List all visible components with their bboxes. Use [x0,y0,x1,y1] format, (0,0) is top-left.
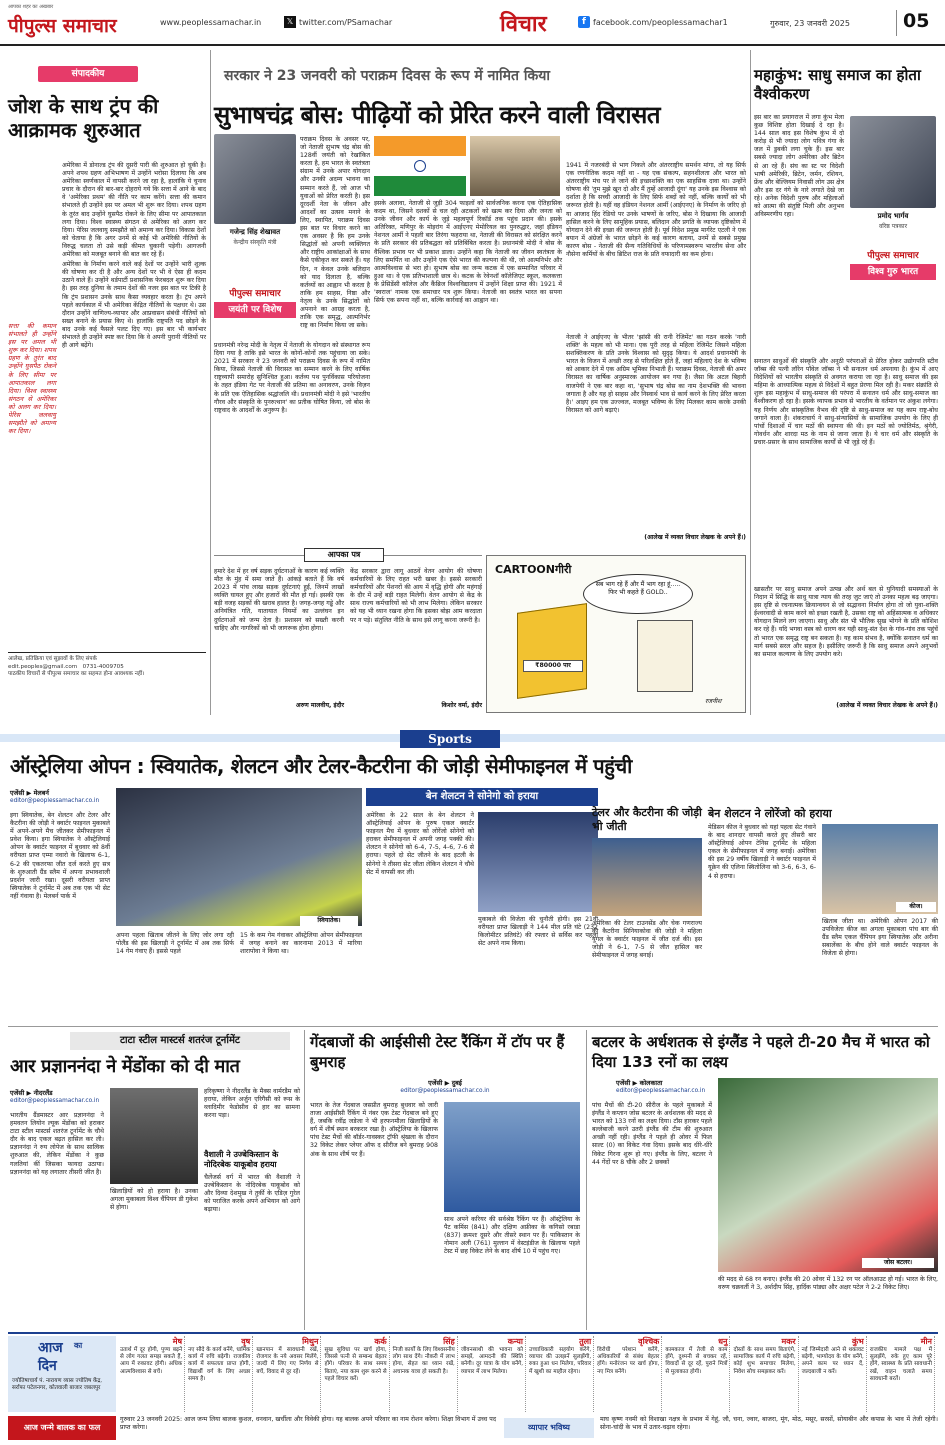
shelton-story [366,788,598,1020]
column-divider [210,50,211,715]
kumbh-article [754,52,938,712]
zodiac-sign [120,1336,185,1412]
zodiac-sign-text: नई जिम्मेदारी आने से थकावट बढ़ेगी, भाग्योदय के योग बनेंगे, अपने काम पर ध्यान दें, जल्दबाजी न करें। [801,1347,864,1375]
author-role: केन्द्रीय संस्कृति मंत्री [233,239,277,246]
swiatek-story [10,788,362,1020]
badge-brand: पीपुल्स समाचार [867,251,919,261]
zodiac-sign-name: धनु [718,1337,728,1346]
bumrah-headline: गेंदबाजों की आईसीसी टेस्ट रैंकिंग में टॉप पर हैं बुमराह [310,1033,565,1071]
zodiac-sign-name: मकर [781,1337,796,1346]
keys-body: मेडिसन कीज ने बुधवार को यहां पहला सेट गंवाने के बाद शानदार वापसी करते हुए तीसरी बार ऑस्ट्रेलियाई ओपन टेनिस टूर्नामेंट के महिला एकल के सेमीफाइनल में जगह बनाई। अमेरिका की इस 29 वर्षीय खिलाड़ी ने क्वार्टर फाइनल में यूक्रेन की एलिना स्वितोलिना को 3-6, 6-3, 6-4 से हराया। [708,824,816,880]
butler-story [592,1032,938,1328]
bose-col4: नेताजी ने आईएनए के भीतर 'झांसी की रानी रेजिमेंट' का गठन करके 'नारी शक्ति' के महत्व को भी माना। एक पूरी तरह से महिला रेजिमेंट जिसने महिला सशक्तिकरण के प्रति उनके विश्वास को सुदृढ़ किया। ये आदर्श प्रधानमंत्री के भारत के विजन में अच्छी तरह से परिलक्षित होते हैं, जहां महिलाएं देश के भविष्य को आकार देने में एक अग्रिम भूमिका निभाती हैं। पराक्रम दिवस, नेताजी की अमर विरासत का वार्षिक अनुस्मारक आयोजन बन गया है। जैसा कि अटल बिहारी वाजपेयी ने एक बार कहा था, 'सुभाष चंद्र बोस का नाम देशभक्ति की भावना जगाता है और यह हो साहस और निस्वार्थ भाव से कार्य करने के लिए प्रेरित करता है।' आइए हम एक उज्ज्वल, मजबूत भविष्य के लिए मिलकर काम करके उनकी विरासत को आगे बढ़ाएं। [566,334,746,414]
footer-email[interactable]: edit.peoples@gmail.com [8,663,78,670]
cartoon-speech-bubble: सब भाग रहे हैं और मैं भाग रहा हूं..... फिर भी कहते हैं GOLD.. [583,574,693,614]
bose-col1: पराक्रम दिवस के अवसर पर, जो नेताजी सुभाष चंद्र बोस की 128वीं जयंती को रेखांकित करता है, हम भारत के स्वतंत्रता संग्राम में उनके अपार योगदान और उनकी अदम्य भावना का सम्मान करते हैं, जो आज भी युवाओं को प्रेरित करती है। इस दूरदर्शी नेता के जीवन और आदर्शों का उत्सव मनाने के लिए, स्थापित, पराक्रम दिवस इस बात पर विचार करने का एक अवसर है कि हम उनके सिद्धांतों को अपनी व्यक्तिगत और राष्ट्रीय आकांक्षाओं के साथ कैसे एकीकृत कर सकते हैं। यह दिन, न केवल उनके बलिदान को याद दिलाता है, बल्कि कर्तव्यों का आह्वान भी करता है ताकि हम साहस, निष्ठा और नेतृत्व के उनके सिद्धांतों को अपनाने का आग्रह करता है, ताकि एक समृद्ध, आत्मनिर्भर राष्ट्र का निर्माण किया जा सके। [300,136,370,330]
author-role: वरिष्ठ पत्रकार [878,223,908,230]
praggnanandhaa-photo [110,1088,198,1184]
reporter-email[interactable]: editor@peoplessamachar.co.in [616,1088,706,1094]
bose-portrait [470,136,560,196]
editorial-paragraph: अमेरिका के निर्माण करने वाले कई देशों पर उन्होंने भारी शुल्क की घोषणा कर दी है और अन्य देशों पर भी वे ऐसा ही कदम उठाने वाले हैं। उन्होंने थर्डपार्टी प्रशासनिक फेरबदल शुरू कर दिया है। इस तरह दुनिया के तमाम देशों की नजर इस बात पर टिकी है कि ट्रंप प्रशासन उनके साथ कैसा व्यवहार करता है। ट्रंप अपने पहले कार्यकाल में भी अमेरिका केंद्रित नीतियों के पक्षधर थे। उस दौरान उन्होंने वाणिज्य-व्यापार और आप्रवासन संबंधी नीतियों को सख्त बनाने के प्रयास किए थे। हालांकि राष्ट्रपति पद छोड़ने के बाद उनके कई फैसले पलट दिए गए। इस बार भी कार्यभार संभालते ही उन्होंने स्पष्ट कर दिया कि वे अपनी पुरानी नीतियों पर ही आगे बढ़ेंगे। [62,261,206,350]
zodiac-sign-text: नए सौदे के कार्य बनेंगे, धार्मिक कार्य में रुचि बढ़ेगी। राजकीय कार्य में सफलता प्राप्त होगी, विद्यार्थी वर्ग के लिए अच्छा समय है। [188,1347,251,1382]
taylor-tag: टेलर और कैटरीना की जोड़ी भी जीती [592,806,702,833]
byline: एजेंसी ▶ नीदरलैंड [10,1089,53,1097]
bumrah-body-2: साथ अपने करियर की सर्वश्रेष्ठ रैंकिंग पर हैं। ऑस्ट्रेलिया के पैट कमिंस (841) और दक्षिण अफ्रीका के कगिसो रबाडा (837) क्रमशः दूसरे और तीसरे स्थान पर हैं। पाकिस्तान के नोमान अली (761) मुल्तान में वेस्टइंडीज के खिलाफ पहले टेस्ट में छह विकेट लेने के बाद शीर्ष 10 में पहुंच गए। [444,1216,580,1256]
letter-1: हमारे देश में हर वर्ष सड़क दुर्घटनाओं के कारण कई व्यक्ति मौत के मुंह में समा जाते हैं। आंकड़े बताते हैं कि वर्ष 2023 में पांच लाख सड़क दुर्घटनाएं हुईं, जिनमें लाखों व्यक्ति घायल हुए और हजारों की मौत हो गई। इसकी एक बड़ी वजह सड़कों की खराब हालत है। जगह-जगह गड्ढे और अनियंत्रित गति, यातायात नियमों का उल्लंघन इन दुर्घटनाओं को जन्म देता है। प्रशासन को सख्ती करनी चाहिए और नागरिकों को भी जागरूक होना होगा। [214,568,344,632]
byline: एजेंसी ▶ दुबई [428,1079,462,1087]
author-photo [850,116,936,208]
zodiac-sign-text: सुख सुविधा पर खर्च होगा, जिससे पत्नी से सम्बन्ध बेहतर होंगे। परिवार के साथ समय बिताएं, नया काम शुरू करने से पहले विचार करें। [324,1347,387,1382]
zodiac-sign-text: उच्चाधिकारी सहयोग करेंगे, व्यापार की उलझनें सुलझेंगी, रुका हुआ धन मिलेगा, परिवार में खुशी का माहौल रहेगा। [529,1347,592,1375]
astrologer-credit: ज्योतिषाचार्य पं. नारायण व्यास ज्योतिष केंद्र, सर्राफा पटेलनगर, कोतवाली बाजार जबलपुर [12,1378,103,1391]
cartoonist-signature: रजनीश [705,698,722,705]
badge-brand: पीपुल्स समाचार [229,289,281,299]
keys-story [708,806,938,1020]
issue-date: गुरुवार, 23 जनवरी 2025 [770,19,850,28]
cartoon-signboard [637,620,693,692]
zodiac-signs-row [120,1336,938,1412]
kumbh-body2: खासतौर पर साधु समाज अपने उत्पन्न और अर्थ बल से युनियादी समस्याओं के निदान में सिद्धि के साधु यात्रा न्याय की तरह जुट जाएं तो उनका महत्व बढ़ जाएगा। इस दृष्टि से रचनात्मक क्रियान्वयन से जो सद्भावना निर्माण होगा तो जो युवा-शक्ति ईश्वरवादी से काम करने को इच्छा रखती है, उसका राष्ट्र को अहिंसात्मक व अधिकार योगदान मिलने लग जाएगा। साधु और संत भी भौतिक सुख भोगने के प्रति कोशिश कर रहे हैं। यदि भगवा वस्त्र को धारण कर यही साधु-संत देश के गांव-गांव तक पहुंचें तो भारत एक समृद्ध राष्ट्र बन सकता है। यह काम संभव है, क्योंकि सनातन धर्म का मार्ग सबसे सरल और सहज है। इसीलिए जरूरी है कि साधु समाज अपने अनुभवों का समाज कल्याण के लिए उपयोग करे। [754,586,938,658]
editorial-headline: जोश के साथ ट्रंप की आक्रामक शुरुआत [8,94,159,142]
letter-2-signature: किशोर वर्मा, इंदौर [441,702,482,709]
author-name: प्रमोद भार्गव [877,212,909,220]
chess-body-3: चैलेंजर्स वर्ग में भारत की वैशाली ने उज्बेकिस्तान के नोदिरबेक याकूबोव को और दिव्या देशमुख ने तुर्की के एडिज़ गुरेल को पराजित करके अपने अभियान को आगे बढ़ाया। [204,1174,300,1214]
special-badge: विश्व गुरु भारत [850,264,936,280]
shelton-body: अमेरिका के 22 साल के बेन शेलटन ने ऑस्ट्रेलियाई ओपन के पुरुष एकल क्वार्टर फाइनल मैच में बुधवार को लोरेंजो सोनेगो को हराकर सेमीफाइनल में अपनी जगह पक्की की। शेलटन ने सोनेगो को 6-4, 7-5, 4-6, 7-6 से हराया। पहले दो सेट जीतने के बाद इटली के सोनेगो ने तीसरा सेट जीता लेकिन शेलटन ने चौथे सेट में वापसी कर ली। [366,812,474,876]
section-title: विचार [500,11,547,37]
photo-caption: स्वियातेक। [300,916,358,926]
shelton-tag: बेन शेलटन ने सोनेगो को हराया [366,788,598,806]
reporter-email[interactable]: editor@peoplessamachar.co.in [400,1088,490,1094]
born-today-tag: आज जन्मे बालक का फल [8,1416,116,1440]
footer-phone: 0731-4009705 [82,663,124,670]
bose-kicker: सरकार ने 23 जनवरी को पराक्रम दिवस के रूप में नामित किया [224,68,551,84]
chess-headline: आर प्रज्ञाननंदा ने मेंडोंका को दी मात [10,1056,240,1077]
zodiac-sign [325,1336,390,1412]
footer-disclaimer: पाठकीय विचारों से पीपुल्स समाचार का सहमत होना आवश्यक नहीं। [8,671,145,677]
cartoon-panel [486,555,746,713]
column-divider [304,1030,305,1330]
flag-illustration [374,136,466,196]
zodiac-sign-text: खानपान में सावधानी रखें, रोजगार के नये अवसर मिलेंगे, जल्दी में लिए गए निर्णय से बचें, विवाद से दूर रहें। [256,1347,319,1375]
facebook-link[interactable]: facebook.com/peoplessamachar1 [593,18,728,27]
market-forecast-text: माघ कृष्ण नवमी को विशाखा नक्षत्र के प्रभाव में गेहूं, जौ, चना, ज्वार, बाजरा, मूंग, मोठ, मसूर, सरसों, सोयाबीन और कपास के भाव में तेजी रहेगी। सोना-चांदी के भाव में उतार-चढ़ाव रहेगा। [600,1416,938,1432]
sports-headline: ऑस्ट्रेलिया ओपन : स्वियातेक, शेलटन और टेलर-कैटरीना की जोड़ी सेमीफाइनल में पहुंची [10,754,632,778]
zodiac-sign-text: उतार्थ में दूर होगी, पुण्य बढ़ने से लोग गलत समझ सकते हैं, आय में रुकावट होगी। अधिक आत्मविश्वास से बचें। [120,1347,183,1375]
swiatek-body: इगा स्वियातेक, बेन शेलटन और टेलर और कैटरीना की जोड़ी ने क्वार्टर फाइनल मुकाबले में अपने-अपने मैच जीतकर सेमीफाइनल में प्रवेश किया। इगा स्वियातेक ने ऑस्ट्रेलियाई ओपन के क्वार्टर फाइनल में बुधवार को 8वीं वरीयता प्राप्त एम्मा नवारो के खिलाफ 6-1, 6-2 की एकतरफा जीत दर्ज करते हुए सत्र के शुरुआती ग्रैंड स्लैम में अपना प्रभावशाली प्रदर्शन जारी रखा। दूसरी वरीयता प्राप्त स्वियातेक ने टूर्नामेंट में अब तक एक भी सेट नहीं गंवाया है। मेलबर्न पार्क में [10,812,110,900]
author-photo [214,134,296,224]
zodiac-sign-name: कन्या [507,1337,523,1346]
butler-photo [718,1078,938,1272]
cartoon-label: ₹80000 पार [523,660,583,672]
page-header [0,0,945,46]
zodiac-sign [802,1336,867,1412]
chess-body-2: हरिकृष्णा ने नीदरलैंड के मैक्स वार्मरडैम को हराया, लेकिन अर्जुन एरिगैसी को रूस के व्लादिमीर फेडोसीव से हार का सामना करना पड़ा। [204,1088,300,1120]
divider [8,1026,938,1027]
cartoon-title: CARTOONगीरी [495,563,572,576]
market-forecast-tag: व्यापार भविष्य [504,1418,594,1438]
sports-tag: Sports [400,730,500,748]
horoscope-title-2: का [74,1341,83,1350]
masthead-tagline: आपका शहर का अखबार [8,4,54,10]
column-divider [586,1030,587,1330]
bose-footer: (आलेख में व्यक्त विचार लेखक के अपने हैं।) [644,534,746,541]
kumbh-headline: महाकुंभ: साधु समाज का होता वैश्वीकरण [754,66,921,103]
zodiac-sign-text: जीवनसाथी की भावना को समझें, आमदनी की स्थिति बनेगी। दूर यात्रा के योग बनेंगे, व्यापार में लाभ मिलेगा। [460,1347,523,1375]
butler-body-2: की मदद से 68 रन बनाए। इंग्लैंड की 20 ओवर में 132 रन पर ऑलआउट हो गई। भारत के लिए, वरुण चक्रवर्ती ने 3, अर्शदीप सिंह, हार्दिक पांड्या और अक्षर पटेल ने 2-2 विकेट लिए। [718,1276,938,1292]
bose-article [214,52,746,552]
zodiac-sign [665,1336,730,1412]
keys-body-2: खिताब जीता था। अमेरिकी ओपन 2017 की उपविजेता कीज का अगला मुकाबला पांच बार की ग्रैंड स्लैम एकल चैंपियन इगा स्वियातेक और अरीना सबालेंका के बीच होने वाले क्वार्टर फाइनल के विजेता से होगा। [822,918,938,958]
editorial-body [62,162,206,677]
butler-headline: बटलर के अर्धशतक से इंग्लैंड ने पहले टी-20 मैच में भारत को दिया 133 रनों का लक्ष्य [592,1033,930,1071]
horoscope-title-1: आज [38,1340,63,1356]
taylor-photo [592,838,702,916]
footer-contact-label: आलेख, प्रतिक्रिया एवं सुझावों के लिए संपर्क [8,656,97,662]
zodiac-sign-name: कर्क [374,1337,387,1346]
chess-caption: खिलाड़ियों को हो हराया है। उनका अगला मुकाबला विश्व चैंपियन डी गुकेश से होगा। [110,1188,198,1212]
byline: एजेंसी ▶ मेलबर्न [10,789,49,797]
zodiac-sign-name: वृश्चिक [638,1337,660,1346]
born-today-text: गुरुवार 23 जनवरी 2025: आज जन्म लिया बालक कुशल, धनवान, खर्चीला और विवेकी होगा। यह बालक अपने परिवार का नाम रोशन करेगा। शिक्षा विभाग में उच्च पद प्राप्त करेगा। [120,1416,496,1432]
reporter-email[interactable]: editor@peoplessamachar.co.in [10,1098,100,1104]
kumbh-footer: (आलेख में व्यक्त विचार लेखक के अपने हैं।) [836,702,938,709]
twitter-link[interactable]: twitter.com/PSamachar [299,18,393,27]
letter-1-signature: अरुण मालवीय, इंदौर [295,702,344,709]
shelton-photo [478,812,598,912]
zodiac-sign-name: मेष [172,1337,183,1346]
zodiac-sign-text: निजी कार्यों के लिए विश्वसनीय लोग साथ देंगे। नौकरी में लाभ होगा, सेहत का ध्यान रखें, अचानक यात्रा हो सकती है। [392,1347,455,1375]
masthead-logo: पीपुल्स समाचार [8,15,117,37]
zodiac-sign-name: सिंह [443,1337,455,1346]
zodiac-sign [597,1336,662,1412]
twitter-icon: 𝕏 [284,16,296,28]
horoscope-section [8,1332,938,1440]
bose-col1b: प्रधानमंत्री नरेन्द्र मोदी के नेतृत्व में नेताजी के योगदान को संस्थागत रूप दिया गया है ताकि इसे भारत के कोनों-कोनों तक पहुंचाया जा सके। 2021 में सरकार ने 23 जनवरी को पराक्रम दिवस के रूप में नामित किया, जिससे नेताजी की विरासत का सम्मान करने के लिए वार्षिक राष्ट्रव्यापी समारोह सुनिश्चित हुआ। कर्तव्य पथ पुनर्विकास परियोजना के तहत इंडिया गेट पर नेताजी की प्रतिमा का अनावरण, उनके विज़न के प्रति एक ऐतिहासिक श्रद्धांजलि थी। प्रधानमंत्री मोदी ने इसे 'भारतीय गौरव और संस्कृति के पुनरुत्थान' का प्रतीक घोषित किया, जो बोस के राष्ट्रवाद के आदर्शों के अनुरूप है। [214,342,370,414]
letters-section [214,550,482,713]
zodiac-sign-name: मिथुन [302,1337,319,1346]
keys-tag: बेन शेलटन ने लोरेंजो को हराया [708,807,832,820]
bose-col3: 1941 में नजरबंदी से भाग निकले और अंतरराष्ट्रीय समर्थन मांगा, तो यह सिर्फ एक रणनीतिक कदम नहीं था - यह एक संकल्प, सहनशीलता और भारत को अंतरराष्ट्रीय मंच पर ले जाने की इच्छाशक्ति का एक साहसिक दावा था। उन्होंने घोषणा की 'तुम मुझे खून दो और मैं तुम्हें आजादी दूंगा' यह उनके इस विश्वास को दर्शाता है कि सच्ची आजादी के लिए सिर्फ शब्दों को नहीं, बल्कि कार्यों को भी जरूरत होती है। यहीं वह इंडियन नेशनल आर्मी (आईएनए) के निर्माण के जरिए हो या आजाद हिंद रेडियो पर उनके भाषणों के जरिए, बोस ने दिखाया कि आजादी हासिल करने के लिए सामूहिक प्रयास, बलिदान और प्रगति के व्यापक दृष्टिकोण में योगदान देने की इच्छा की जरूरत होती है। पूर्व विदेश प्रमुख मार्गरेट एटली ने एक बयान में अंग्रेजों के भारत छोड़ने के कई कारण बताया, उनमें से सबसे प्रमुख कारण बोस - नेताजी की सैन्य गतिविधियों के परिणामस्वरूप भारतीय सेना और नौसेना कर्मियों के बीच ब्रिटिश राज के प्रति वफादारी का कम होना। [566,162,746,259]
butler-body: पांच मैचों की टी-20 सीरीज के पहले मुकाबले में इंग्लैंड ने कप्तान जोस बटलर के अर्धशतक की मदद से भारत को 133 रनों का लक्ष्य दिया। टॉस हारकर पहले बल्लेबाजी करने उतरी इंग्लैंड की टीम की शुरुआत अच्छी नहीं रही। इंग्लैंड ने पहले ही ओवर में फिल साल्ट (0) का विकेट गंवा दिया। इसके बाद धीरे-धीरे विकेट गिरना शुरू हो गए। इंग्लैंड के लिए, बटलर ने 44 गेंदों पर 8 चौके और 2 छक्कों [592,1102,712,1166]
divider [8,652,206,653]
swiatek-photo [116,788,362,926]
bose-headline: सुभाषचंद्र बोस: पीढ़ियों को प्रेरित करने वाली विरासत [214,100,660,129]
taylor-story [592,806,702,1020]
letters-tag: आपका पत्र [304,548,384,562]
swiatek-body-2: अपना पहला खिताब जीतने के लिए जोर लगा रही पोलैंड की इस खिलाड़ी ने टूर्नामेंट में अब तक सिर्फ 14 गेम गंवाए हैं। इससे पहले [116,932,234,956]
photo-caption: कीज। [896,902,936,912]
gold-bar-character [517,603,587,699]
website-link[interactable]: www.peoplessamachar.in [160,18,262,27]
zodiac-sign [188,1336,253,1412]
shelton-body-2: मुकाबले की विजेता की चुनौती होगी। इस 21वीं वरीयता प्राप्त खिलाड़ी ने 144 मील प्रति घंटे (232 किलोमीटर प्रतिघंटे) की रफ्तार से सर्विस कर पहला सेट अपने नाम किया। [478,916,598,948]
zodiac-sign-text: राजकीय मामले पक्ष में सुलझेंगे, रुके हुए काम पूरे होंगे, स्वास्थ्य के प्रति सावधानी रखें, वाहन चलाते समय सावधानी बरतें। [869,1347,932,1382]
bumrah-photo [444,1102,580,1212]
author-name: गजेन्द्र सिंह शेखावत [229,228,281,236]
editorial-paragraph: अमेरिका में डोनाल्ड ट्रंप की दूसरी पारी की शुरुआत हो चुकी है। अपने शपथ ग्रहण अभिभाषण में उन्होंने भरोसा दिलाया कि अब अमेरिका स्वर्णकाल में वापसी करने जा रहा है, हालांकि ये चुनाव प्रचार के दौरान की बार-बार दोहराये गये कि सत्ता में आने के बाद वे 'अमेरिका प्रथम' की नीति पर काम करेंगे। सत्ता की कमान संभालते ही उन्होंने इस पर अमल भी शुरू कर दिया। शपथ ग्रहण के तुरंत बाद उन्होंने घुसपैठ रोकने के लिए सीमा पर आपातकाल लगा दिया। विश्व स्वास्थ्य संगठन से अमेरिका को अलग कर दिया। पेरिस जलवायु समझौते को अमान्य कर दिया। विकास देशों को चेताया है कि अगर उनमें से कोई भी अमेरिकी नीतियों के विरुद्ध चलता तो उसे कड़ी कीमत चुकानी पड़ेगी। आगजनी अमेरिका को मजबूत बनाने की बात कर रहे हैं। [62,162,206,259]
zodiac-sign-text: कामकाज में तेजी से काम होंगे, दुश्मनी से बचकर रहें, विवादों से दूर रहें, पुराने मित्रों से मुलाकात होगी। [665,1347,728,1375]
editorial-section [8,52,206,712]
bumrah-story [310,1032,580,1328]
photo-caption: जोस बटलर। [862,1258,934,1268]
chess-body: भारतीय ग्रैंडमास्टर आर प्रज्ञाननंदा ने हमवतन लियोन ल्यूक मेंडोंका को हराकर टाटा स्टील मास्टर्स शतरंज टूर्नामेंट के चौथे दौर के बाद एकल बढ़त हासिल कर ली। प्रज्ञाननंदा ने रुय लोपेज के साथ सात्विक शुरुआत की, लेकिन मेंडोंका ने कुछ गलतियां कीं जिसका फायदा उठाया। प्रज्ञाननंदा को यह लगातार तीसरी जीत है। [10,1112,104,1176]
swiatek-body-3: 15 के कम गेम गंवाकर ऑस्ट्रेलिया ओपन सेमीफाइनल में जगह बनाने का कारनामा 2013 में मारिया शारापोवा ने किया था। [240,932,362,956]
taylor-body: अमेरिका की टेलर टाउनसेंड और चेक गणराज्य की कैटरीना सिनियाकोवा की जोड़ी ने महिला युगल के क्वार्टर फाइनल में जीत दर्ज की। इस जोड़ी ने 6-1, 7-5 से जीत हासिल कर सेमीफाइनल में जगह बनाई। [592,920,702,960]
editorial-pull-quote: सत्ता की कमान संभालते ही उन्होंने इस पर अमल भी शुरू कर दिया। शपथ ग्रहण के तुरंत बाद उन्होंने घुसपैठ रोकने के लिए सीमा पर आपातकाल लगा दिया। विश्व स्वास्थ्य संगठन से अमेरिका को अलग कर दिया। पेरिस जलवायु समझौते को अमान्य कर दिया। [8,322,56,436]
zodiac-sign [734,1336,799,1412]
zodiac-sign-text: विरोधी परेशान करेंगे, अधिकारियों से संबंध बेहतर होंगे। मनोरंजन पर खर्च होगा, नए मित्र बनेंगे। [597,1347,660,1375]
zodiac-sign [393,1336,458,1412]
column-divider [750,50,751,715]
page-number: 05 [896,10,936,36]
keys-photo [822,824,938,914]
chess-subhead: वैशाली ने उज्बेकिस्तान के नोदिरबेक याकूबोव हराया [204,1150,279,1169]
zodiac-sign [256,1336,321,1412]
editorial-tag: संपादकीय [38,66,138,82]
zodiac-sign-name: मीन [920,1337,932,1346]
horoscope-title-box [8,1336,116,1412]
zodiac-sign [529,1336,594,1412]
facebook-icon: f [578,16,590,28]
bumrah-body: भारत के तेज गेंदबाज जसप्रीत बुमराह बुधवार को जारी ताजा आईसीसी रैंकिंग में नंबर एक टेस्ट गेंदबाज बने हुए हैं, जबकि रवींद्र जडेजा ने भी हरफनमौला खिलाड़ियों के वर्ग में शीर्ष स्थान बरकरार रखा है। ऑस्ट्रेलिया के खिलाफ पांच टेस्ट मैचों की बॉर्डर-गावस्कर ट्रॉफी श्रृंखला के दौरान 32 विकेट लेकर प्लेयर ऑफ द सीरीज बने बुमराह 908 अंक के साथ शीर्ष पर हैं। [310,1102,438,1158]
zodiac-sign-text: दोस्तों के साथ समय बिताएंगे, सामाजिक कार्य में रुचि बढ़ेगी, कोई शुभ समाचार मिलेगा, निवेश सोच समझकर करें। [733,1347,796,1375]
chess-story [10,1032,300,1328]
byline: एजेंसी ▶ कोलकाता [616,1079,663,1087]
reporter-email[interactable]: editor@peoplessamachar.co.in [10,798,100,804]
zodiac-sign [870,1336,935,1412]
chess-kicker: टाटा स्टील मास्टर्स शतरंज टूर्नामेंट [70,1032,290,1050]
zodiac-sign-name: कुंभ [852,1337,864,1346]
bose-col2: इसके अलावा, नेताजी से जुड़ी 304 फाइलों को सार्वजनिक करना एक ऐतिहासिक कदम था, जिसने दशकों से चल रही अटकलों को खत्म कर दिया और जनता को उनके जीवन और कार्य के जुड़े महत्वपूर्ण रिकॉर्ड तक पहुंच प्रदान की। इसके अतिरिक्त, मणिपुर के मोइरांग में आईएनए मेमोरियल का पुनरुद्धार, जहां इंडियन नेशनल आर्मी ने पहली बार तिरंगा फहराया था, नेताजी की विरासत को संरक्षित करने के प्रति सरकार की प्रतिबद्धता को प्रतिबिंबित करता है। प्रधानमंत्री मोदी ने बोस के वैश्विक प्रभाव पर भी प्रकाश डाला। उन्होंने कहा कि नेताजी का जीवन स्वतंत्रता के लिए समर्पित था और उन्होंने एक ऐसे भारत की कल्पना की थी, जो आत्मनिर्भर और आत्मविश्वास से भरा हो। सुभाष बोस का जन्म कटक में एक सम्मानित परिवार में हुआ था। वे एक प्रतिभाशाली छात्र थे। कटक के रेवेनशॉ कॉलेजिएट स्कूल, कलकत्ता के प्रेसिडेंसी कॉलेज और कैंब्रिज विश्वविद्यालय में उन्होंने शिक्षा प्राप्त की। 1921 में 'स्वराज' नामक एक समाचार पत्र शुरू किया। नेताजी का स्वतंत्र भारत का सपना सिर्फ एक सपना नहीं था, बल्कि कार्रवाई का आह्वान था। [374,200,562,305]
letter-2: केंद्र सरकार द्वारा लागू आठवें वेतन आयोग की घोषणा कर्मचारियों के लिए राहत भरी खबर है। इससे सरकारी कर्मचारियों और पेंशनरों की आय में वृद्धि होगी और महंगाई के दौर में उन्हें बड़ी राहत मिलेगी। वेतन आयोग से केंद्र के साथ राज्य कर्मचारियों को भी लाभ मिलेगा। लेकिन सरकार को यह भी ध्यान रखना होगा कि इसका बोझ आम करदाता पर न पड़े। संतुलित नीति के साथ इसे लागू करना जरूरी है। [350,568,482,624]
zodiac-sign [461,1336,526,1412]
special-badge: जयंती पर विशेष [214,302,296,318]
editorial-footer [8,656,206,679]
zodiac-sign-name: वृष [241,1337,251,1346]
zodiac-sign-name: तुला [579,1337,592,1346]
horoscope-title-3: दिन [38,1358,57,1374]
kumbh-body: सनातन साधुओं की संस्कृति और अनूठी परंपराओं से प्रेरित होकर उद्योगपति स्टीव जॉब्स की पत्नी लॉरेन पॉवेल जॉब्स ने भी सनातन धर्म अपनाया है। कुंभ में आए विदेशियों को भारतीय संस्कृति से अवगत कराया जा रहा है। साधु समाज की इस महिमा के आध्यात्मिक महत्व से विदेशों में बहुत प्रेरणा मिल रही है। मकर संक्रांति से शुरू इस महाकुंभ में साधु-समाज की परंपरा में सनातन धर्म और साधु-समाज का वैश्वीकरण हो रहा है। इसके व्यापक प्रभाव से भारतीय के वर्तमान पर अंकुश लगेगा। यह निर्णय और सांस्कृतिक वैभव की दृष्टि से साधु-समाज का यह काम राष्ट्र-बोध जगाने वाला है। शंकराचार्य ने साधु-संन्यासियों के सामाजिक उपयोग के लिए ही पांचों दिशाओं में चार मठों की स्थापना की थी। इन मठों को ज्योतिर्मठ, श्रृंगेरी, गोवर्धन और शारदा मठ के नाम से जाना जाता है। ये चार धर्म और संस्कृति के प्रचार-प्रसार के साथ सामाजिक कार्यों से भी जुड़े रहे हैं। [754,358,938,446]
kumbh-intro: इस बार का प्रयागराज में लगा कुंभ मेला कुछ विशिष्ट होता दिखाई दे रहा है। 144 साल बाद इस विशेष कुंभ में दो करोड़ से भी ज्यादा लोग पवित्र गंगा के जल में डुबकी लगा चुके हैं। इस बार सबसे ज्यादा लोग अमेरिका और ब्रिटेन से आ रहे हैं। संघ का स्ट पर विदेशी भाषी अमेरिकी, ब्रिटेन, जर्मन, रशियन, फ्रेंच और बेल्जियम निवासी लोग उस क्षेत्र और इस दर गंगे के नारे लगाते देखे जा रहे। अनेक विदेशी पुरुष और महिलाओं को आत्मा की संतुष्टि मिली और अनुभव अविस्मरणीय रहा। [754,114,844,219]
